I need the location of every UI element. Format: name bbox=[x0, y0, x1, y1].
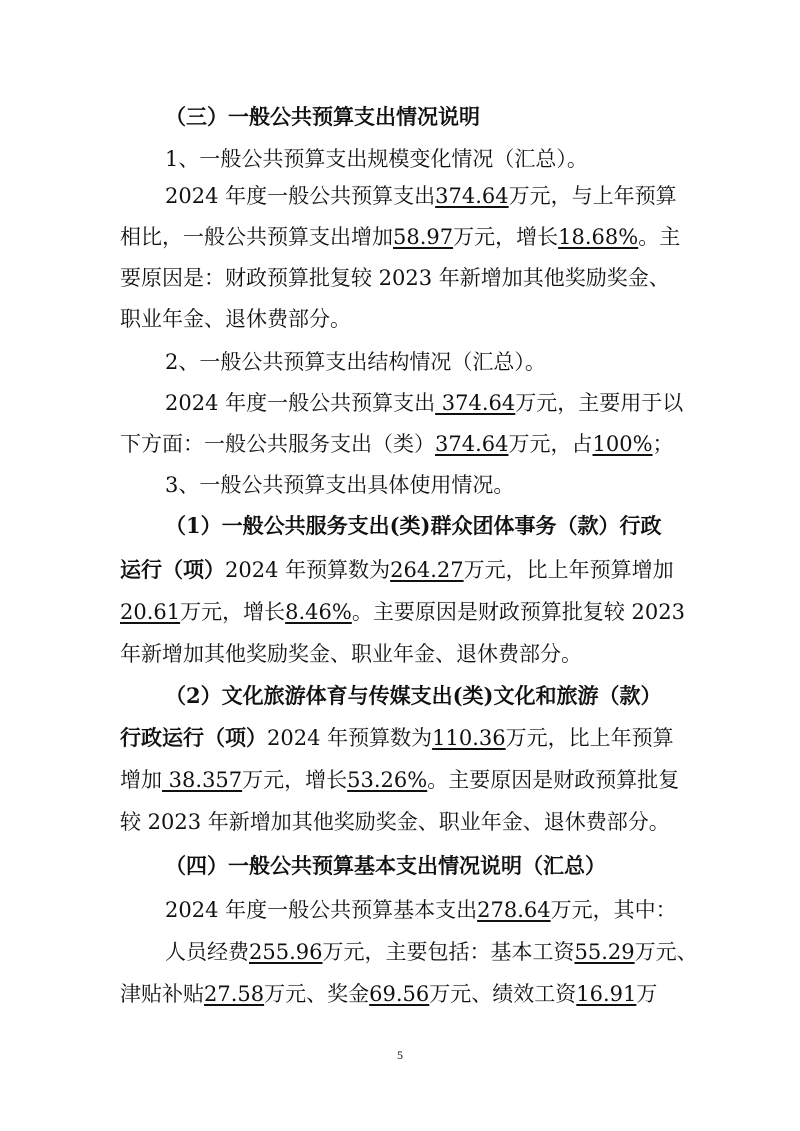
value-increase: 20.61 bbox=[120, 600, 181, 624]
item-1-line-3 bbox=[120, 598, 685, 626]
section-4-line-2 bbox=[165, 938, 698, 966]
text: 万元、奖金 bbox=[264, 982, 370, 1006]
value-personnel: 255.96 bbox=[249, 940, 323, 964]
text: 万元，比上年预算增加 bbox=[463, 558, 674, 582]
section-4-heading: （四）一般公共预算基本支出情况说明（汇总） bbox=[165, 853, 606, 878]
text: 2024 年度一般公共预算基本支出 bbox=[165, 898, 478, 922]
section-4-line-1 bbox=[165, 896, 677, 924]
text: 2024 年预算数为 bbox=[225, 558, 391, 582]
paragraph-1-line-2 bbox=[120, 223, 680, 251]
page-number: 5 bbox=[397, 1048, 403, 1062]
item-2-line-1: （2）文化旅游体育与传媒支出(类)文化和旅游（款） bbox=[165, 683, 662, 708]
text: 。主 bbox=[638, 225, 681, 249]
value-budget: 264.27 bbox=[390, 558, 464, 582]
text: 万元，增长 bbox=[180, 600, 286, 624]
value-increase: 58.97 bbox=[393, 225, 454, 249]
text: 人员经费 bbox=[165, 940, 249, 964]
text: 万元，增长 bbox=[242, 768, 348, 792]
text: 津贴补贴 bbox=[120, 982, 204, 1006]
text: 万元，增长 bbox=[453, 225, 559, 249]
text: 下方面：一般公共服务支出（类） bbox=[120, 432, 435, 456]
text: 万元，与上年预算 bbox=[508, 184, 677, 208]
value-growth-rate: 8.46% bbox=[285, 600, 352, 624]
text: 万元，比上年预算 bbox=[505, 726, 674, 750]
text: 万元、 bbox=[634, 940, 698, 964]
paragraph-2-title: 2、一般公共预算支出结构情况（汇总）。 bbox=[165, 350, 546, 374]
item-1-line-1: （1）一般公共服务支出(类)群众团体事务（款）行政 bbox=[165, 513, 662, 538]
text: 增加 bbox=[120, 768, 162, 792]
value-basic-expenditure: 278.64 bbox=[477, 898, 551, 922]
value-budget: 110.36 bbox=[432, 726, 506, 750]
text: 。主要原因是财政预算批复 bbox=[427, 768, 680, 792]
item-2-line-3 bbox=[120, 766, 679, 794]
text: 运行（项） bbox=[120, 557, 225, 582]
item-2-line-4: 较 2023 年新增加其他奖励奖金、职业年金、退休费部分。 bbox=[120, 810, 670, 834]
value-total-expenditure: 374.64 bbox=[435, 391, 516, 415]
text: 2024 年度一般公共预算支出 bbox=[165, 391, 436, 415]
text: 万元、绩效工资 bbox=[429, 982, 577, 1006]
section-4-line-3 bbox=[120, 980, 657, 1008]
value-increase: 38.357 bbox=[162, 768, 243, 792]
text: 2024 年预算数为 bbox=[267, 726, 433, 750]
value-performance-pay: 16.91 bbox=[576, 982, 637, 1006]
value-allowance: 27.58 bbox=[204, 982, 265, 1006]
value-total-expenditure: 374.64 bbox=[435, 184, 509, 208]
value-public-service: 374.64 bbox=[435, 432, 509, 456]
value-growth-rate: 53.26% bbox=[347, 768, 428, 792]
text: 万元，主要用于以 bbox=[515, 391, 684, 415]
value-bonus: 69.56 bbox=[369, 982, 430, 1006]
item-1-line-2 bbox=[120, 556, 674, 584]
section-3-heading: （三）一般公共预算支出情况说明 bbox=[165, 104, 480, 129]
value-basic-salary: 55.29 bbox=[574, 940, 635, 964]
text: 行政运行（项） bbox=[120, 725, 267, 750]
paragraph-2-line-2 bbox=[120, 430, 674, 458]
text: 2024 年度一般公共预算支出 bbox=[165, 184, 436, 208]
paragraph-1-line-3: 要原因是：财政预算批复较 2023 年新增加其他奖励奖金、 bbox=[120, 266, 670, 290]
paragraph-1-title: 1、一般公共预算支出规模变化情况（汇总）。 bbox=[165, 147, 588, 171]
value-growth-rate: 18.68% bbox=[558, 225, 639, 249]
paragraph-2-line-1 bbox=[165, 389, 683, 417]
text: 万元，主要包括：基本工资 bbox=[322, 940, 575, 964]
text: 万 bbox=[636, 982, 658, 1006]
value-share: 100% bbox=[592, 432, 653, 456]
text: 万元，其中： bbox=[550, 898, 677, 922]
paragraph-1-line-1 bbox=[165, 182, 677, 210]
paragraph-3-title: 3、一般公共预算支出具体使用情况。 bbox=[165, 473, 515, 497]
text: 相比，一般公共预算支出增加 bbox=[120, 225, 393, 249]
paragraph-1-line-4: 职业年金、退休费部分。 bbox=[120, 307, 351, 331]
item-2-line-2 bbox=[120, 724, 674, 752]
text: ； bbox=[652, 432, 674, 456]
text: 。主要原因是财政预算批复较 2023 bbox=[351, 600, 685, 624]
item-1-line-4: 年新增加其他奖励奖金、职业年金、退休费部分。 bbox=[120, 642, 582, 666]
text: 万元，占 bbox=[508, 432, 593, 456]
